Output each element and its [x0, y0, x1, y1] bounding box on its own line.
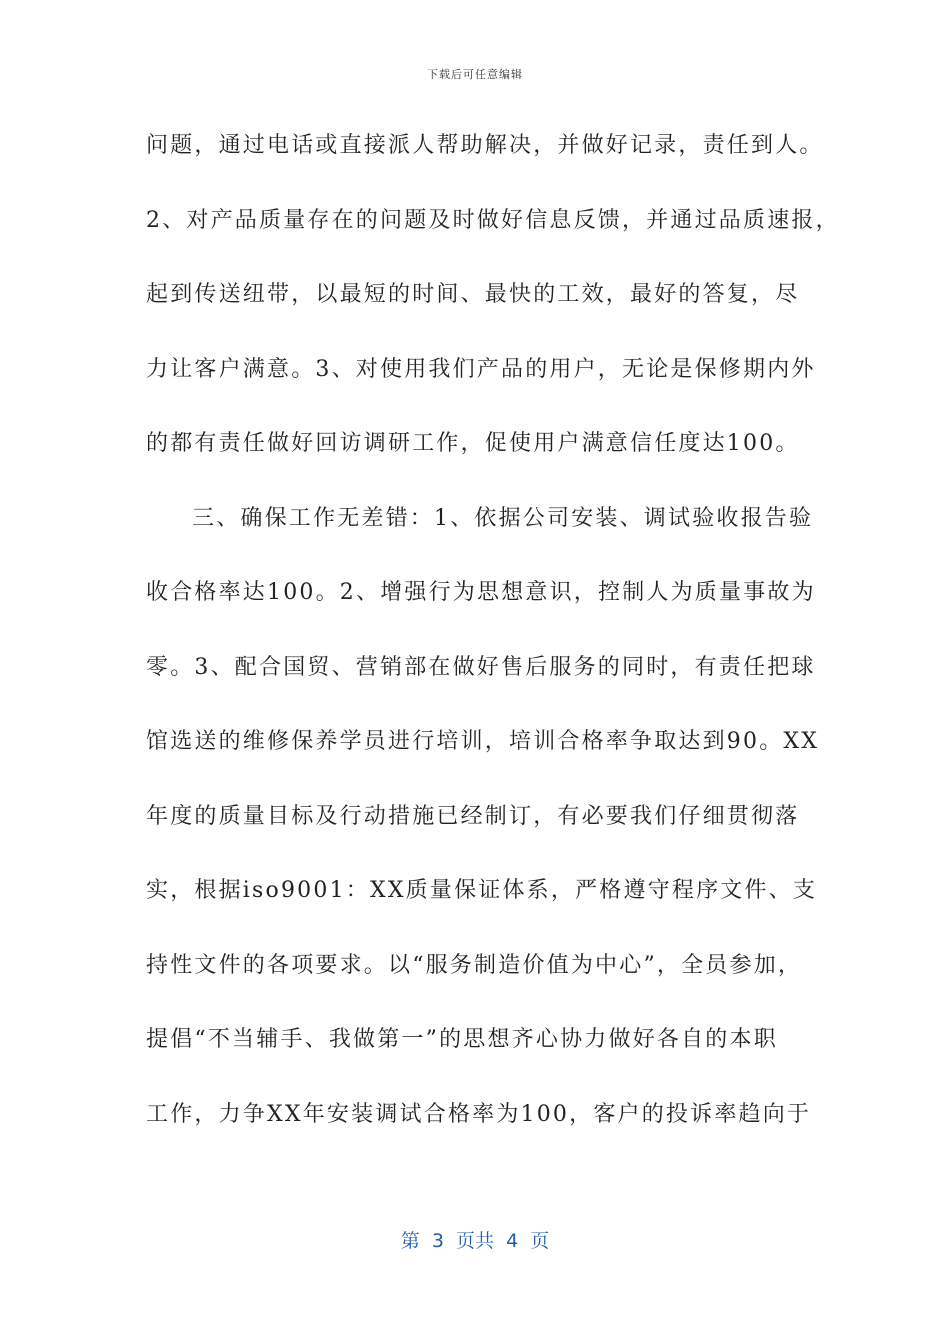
body-line: 收合格率达100。2、增强行为思想意识，控制人为质量事故为: [146, 580, 816, 605]
body-line: 的都有责任做好回访调研工作，促使用户满意信任度达100。: [146, 431, 800, 456]
body-line: 起到传送纽带，以最短的时间、最快的工效，最好的答复，尽: [146, 282, 800, 307]
page-number-footer: 第 3 页共 4 页: [400, 1230, 550, 1252]
body-line: 2、对产品质量存在的问题及时做好信息反馈，并通过品质速报，: [146, 207, 840, 233]
body-line: 馆选送的维修保养学员进行培训，培训合格率争取达到90。XX: [146, 729, 820, 754]
body-line-paragraph-start: 三、确保工作无差错：1、依据公司安装、调试验收报告验: [192, 505, 814, 531]
page-header: 下载后可任意编辑: [427, 68, 523, 81]
body-line: 提倡“不当辅手、我做第一”的思想齐心协力做好各自的本职: [146, 1027, 778, 1052]
body-line: 工作，力争XX年安装调试合格率为100，客户的投诉率趋向于: [146, 1101, 812, 1127]
body-line: 年度的质量目标及行动措施已经制订，有必要我们仔细贯彻落: [146, 803, 800, 829]
body-line: 力让客户满意。3、对使用我们产品的用户，无论是保修期内外: [146, 356, 816, 382]
body-line: 零。3、配合国贸、营销部在做好售后服务的同时，有责任把球: [146, 654, 816, 680]
body-line: 持性文件的各项要求。以“服务制造价值为中心”，全员参加，: [146, 952, 803, 978]
body-line: 实，根据iso9001：XX质量保证体系，严格遵守程序文件、支: [146, 878, 818, 903]
document-body: [146, 124, 840, 1167]
body-line: 问题，通过电话或直接派人帮助解决，并做好记录，责任到人。: [146, 133, 824, 158]
